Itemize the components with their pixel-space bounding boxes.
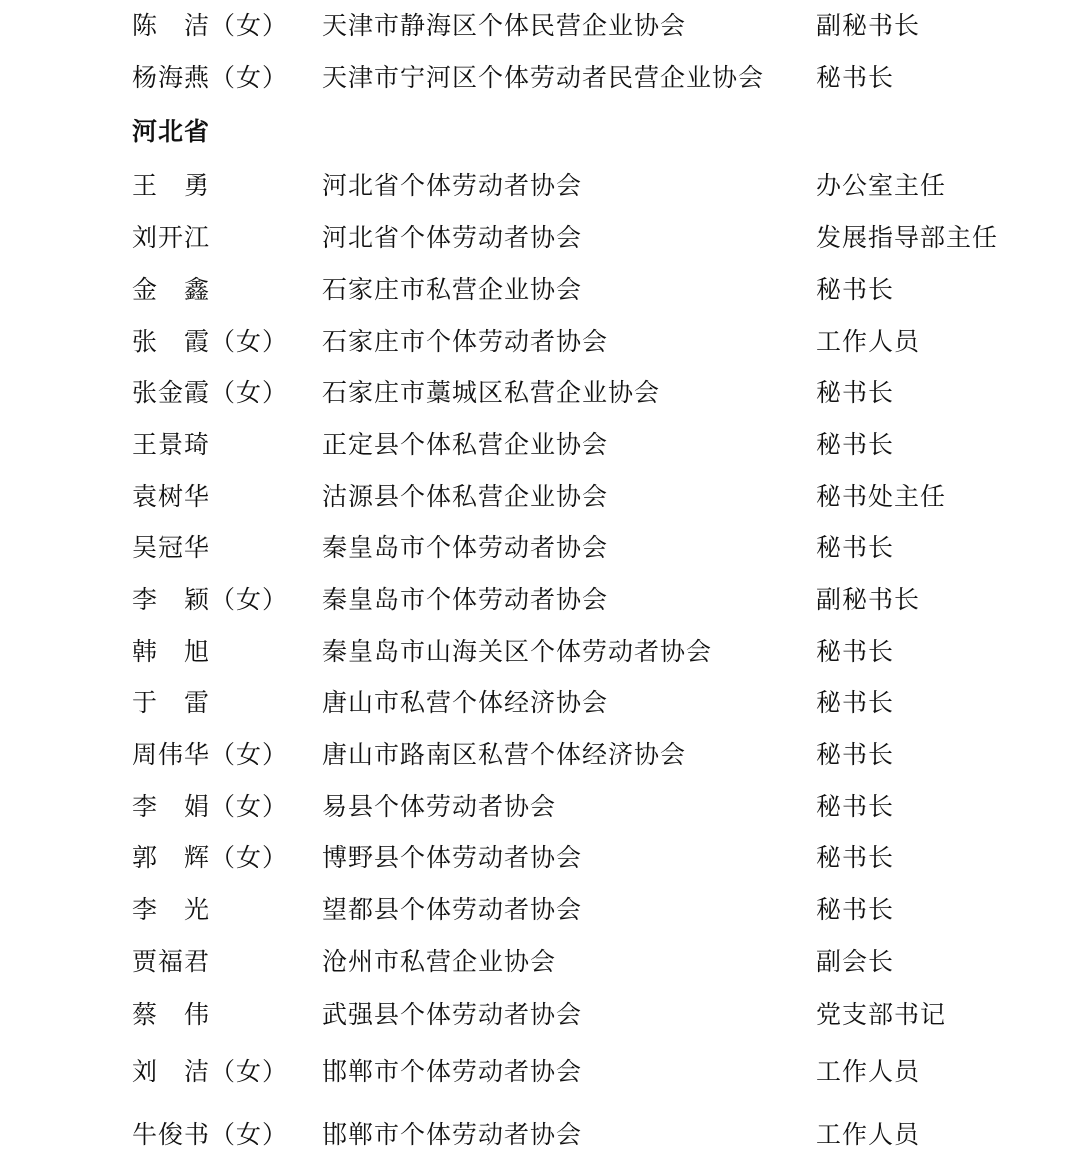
organization: 唐山市私营个体经济协会	[322, 688, 609, 717]
list-item	[0, 371, 1080, 415]
organization: 秦皇岛市个体劳动者协会	[322, 533, 609, 562]
organization: 天津市静海区个体民营企业协会	[322, 11, 687, 40]
person-name: 袁树华	[132, 482, 211, 511]
organization: 河北省个体劳动者协会	[322, 223, 583, 252]
person-name: 郭 辉（女）	[132, 843, 289, 872]
list-item	[0, 836, 1080, 880]
person-name: 杨海燕（女）	[132, 63, 289, 92]
position: 党支部书记	[816, 1000, 947, 1029]
position: 秘书长	[816, 843, 895, 872]
person-name: 金 鑫	[132, 275, 211, 304]
person-name: 吴冠华	[132, 533, 211, 562]
position: 秘书长	[816, 533, 895, 562]
organization: 秦皇岛市山海关区个体劳动者协会	[322, 637, 713, 666]
person-name: 刘 洁（女）	[132, 1057, 289, 1086]
person-name: 张金霞（女）	[132, 378, 289, 407]
list-item	[0, 475, 1080, 519]
person-name: 李 颖（女）	[132, 585, 289, 614]
person-name: 李 光	[132, 895, 211, 924]
position: 秘书长	[816, 637, 895, 666]
list-item	[0, 888, 1080, 932]
list-item	[0, 1113, 1080, 1157]
organization: 石家庄市藁城区私营企业协会	[322, 378, 661, 407]
organization: 博野县个体劳动者协会	[322, 843, 583, 872]
position: 秘书长	[816, 792, 895, 821]
organization: 易县个体劳动者协会	[322, 792, 557, 821]
person-name: 周伟华（女）	[132, 740, 289, 769]
person-name: 韩 旭	[132, 637, 211, 666]
list-item	[0, 578, 1080, 622]
list-item	[0, 268, 1080, 312]
section-heading: 河北省	[132, 117, 211, 146]
list-item	[0, 1050, 1080, 1094]
position: 发展指导部主任	[816, 223, 999, 252]
list-item	[0, 164, 1080, 208]
organization: 邯郸市个体劳动者协会	[322, 1120, 583, 1149]
position: 副秘书长	[816, 11, 921, 40]
person-name: 牛俊书（女）	[132, 1120, 289, 1149]
position: 秘书长	[816, 378, 895, 407]
position: 工作人员	[816, 327, 921, 356]
person-name: 陈 洁（女）	[132, 11, 289, 40]
organization: 武强县个体劳动者协会	[322, 1000, 583, 1029]
list-item	[0, 785, 1080, 829]
person-name: 贾福君	[132, 947, 211, 976]
position: 秘书长	[816, 275, 895, 304]
position: 秘书长	[816, 688, 895, 717]
list-item	[0, 423, 1080, 467]
list-item	[0, 216, 1080, 260]
person-name: 于 雷	[132, 688, 211, 717]
list-item	[0, 993, 1080, 1037]
position: 秘书长	[816, 430, 895, 459]
person-name: 刘开江	[132, 223, 211, 252]
person-name: 王景琦	[132, 430, 211, 459]
list-item	[0, 4, 1080, 48]
organization: 唐山市路南区私营个体经济协会	[322, 740, 687, 769]
position: 副秘书长	[816, 585, 921, 614]
organization: 石家庄市个体劳动者协会	[322, 327, 609, 356]
position: 工作人员	[816, 1057, 921, 1086]
organization: 邯郸市个体劳动者协会	[322, 1057, 583, 1086]
position: 秘书长	[816, 895, 895, 924]
organization: 沧州市私营企业协会	[322, 947, 557, 976]
organization: 河北省个体劳动者协会	[322, 171, 583, 200]
organization: 正定县个体私营企业协会	[322, 430, 609, 459]
position: 秘书长	[816, 63, 895, 92]
position: 工作人员	[816, 1120, 921, 1149]
list-item	[0, 630, 1080, 674]
organization: 秦皇岛市个体劳动者协会	[322, 585, 609, 614]
position: 副会长	[816, 947, 895, 976]
list-item	[0, 56, 1080, 100]
list-item	[0, 320, 1080, 364]
organization: 天津市宁河区个体劳动者民营企业协会	[322, 63, 765, 92]
organization: 望都县个体劳动者协会	[322, 895, 583, 924]
person-name: 李 娟（女）	[132, 792, 289, 821]
position: 办公室主任	[816, 171, 947, 200]
list-item	[0, 526, 1080, 570]
list-item	[0, 733, 1080, 777]
list-item	[0, 681, 1080, 725]
person-name: 王 勇	[132, 171, 211, 200]
organization: 沽源县个体私营企业协会	[322, 482, 609, 511]
person-name: 蔡 伟	[132, 1000, 211, 1029]
person-name: 张 霞（女）	[132, 327, 289, 356]
list-item	[0, 940, 1080, 984]
organization: 石家庄市私营企业协会	[322, 275, 583, 304]
position: 秘书处主任	[816, 482, 947, 511]
position: 秘书长	[816, 740, 895, 769]
